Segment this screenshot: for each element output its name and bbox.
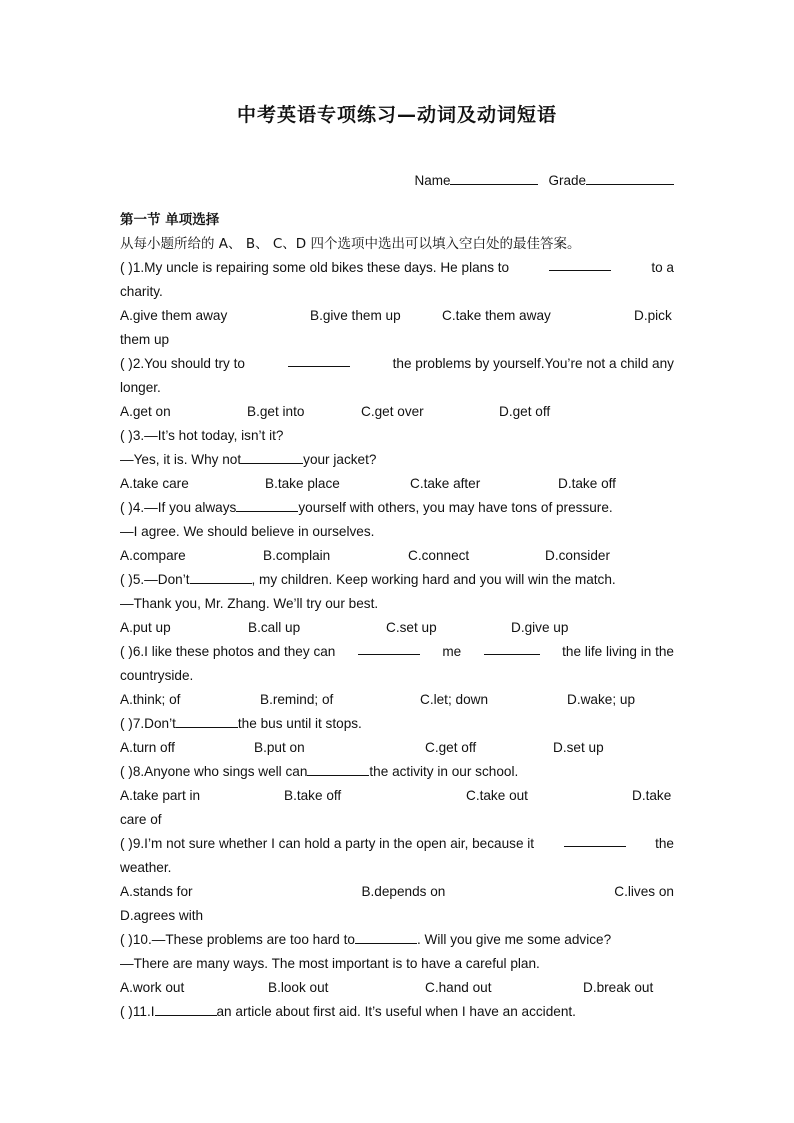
option-a[interactable]: A.compare (120, 548, 186, 563)
answer-blank[interactable] (236, 497, 298, 512)
question-text: the life living in the (562, 644, 674, 659)
option-b[interactable]: B.look out (268, 980, 329, 995)
option-d[interactable]: D.get off (499, 404, 551, 419)
option-a[interactable]: A.work out (120, 980, 185, 995)
options-row (120, 688, 674, 712)
options-row (120, 880, 674, 904)
answer-blank[interactable] (358, 640, 420, 655)
name-blank[interactable] (450, 172, 538, 185)
question-text: ( )5.—Don’t (120, 572, 190, 587)
option-b[interactable]: B.give them up (310, 308, 401, 323)
question-11 (120, 1000, 674, 1024)
option-d[interactable]: D.take off (558, 476, 616, 491)
question-10 (120, 928, 674, 952)
question-text: your jacket? (303, 452, 377, 467)
question-text: countryside. (120, 668, 194, 683)
question-text: the problems by yourself.You’re not a child any (392, 356, 674, 371)
options-row (120, 544, 674, 568)
answer-blank[interactable] (355, 929, 417, 944)
option-b[interactable]: B.take off (284, 788, 342, 803)
question-reply (120, 448, 674, 472)
question-4 (120, 496, 674, 520)
question-text: the bus until it stops. (237, 716, 362, 731)
question-text: charity. (120, 284, 163, 299)
question-text: ( )2.You should try to (120, 356, 245, 371)
option-d[interactable]: D.take (632, 788, 672, 803)
answer-blank[interactable] (190, 569, 252, 584)
option-a[interactable]: A.get on (120, 404, 171, 419)
question-text: weather. (120, 860, 172, 875)
option-c[interactable]: C.hand out (425, 980, 492, 995)
answer-blank[interactable] (307, 761, 369, 776)
grade-blank[interactable] (586, 172, 674, 185)
question-reply: —Thank you, Mr. Zhang. We’ll try our best. (120, 596, 379, 611)
question-text: longer. (120, 380, 161, 395)
option-c[interactable]: C.set up (386, 620, 437, 635)
option-b[interactable]: B.complain (263, 548, 331, 563)
options-row (120, 616, 674, 640)
option-a[interactable]: A.stands for (120, 884, 193, 899)
options-row (120, 976, 674, 1000)
question-text: , my children. Keep working hard and you will win the match. (251, 572, 616, 587)
option-b[interactable]: B.remind; of (260, 692, 334, 707)
option-d-cont: care of (120, 812, 162, 827)
question-2 (120, 352, 674, 376)
option-d-cont: them up (120, 332, 170, 347)
options-row (120, 736, 674, 760)
option-b[interactable]: B.put on (254, 740, 305, 755)
question-text: ( )9.I’m not sure whether I can hold a party in the open air, because it (120, 836, 535, 851)
question-text: to a (651, 260, 674, 275)
option-a[interactable]: A.think; of (120, 692, 181, 707)
option-b[interactable]: B.take place (265, 476, 340, 491)
option-b[interactable]: B.depends on (361, 884, 446, 899)
question-reply: —I agree. We should believe in ourselves. (120, 524, 375, 539)
option-c[interactable]: C.take them away (442, 308, 551, 323)
option-c[interactable]: C.take after (410, 476, 481, 491)
option-a[interactable]: A.take care (120, 476, 189, 491)
options-row (120, 304, 674, 328)
question-text: ( )4.—If you always (120, 500, 237, 515)
question-text: the (655, 836, 674, 851)
option-c[interactable]: C.get over (361, 404, 424, 419)
option-d[interactable]: D.wake; up (567, 692, 636, 707)
answer-blank[interactable] (549, 256, 611, 271)
question-list (120, 208, 674, 1024)
question-text: me (442, 644, 462, 659)
question-7 (120, 712, 674, 736)
option-d[interactable]: D.give up (511, 620, 569, 635)
answer-blank[interactable] (484, 640, 540, 655)
option-c[interactable]: C.get off (425, 740, 477, 755)
option-d[interactable]: D.break out (583, 980, 654, 995)
section-heading: 第一节 单项选择 (120, 212, 220, 228)
question-9 (120, 832, 674, 856)
option-d[interactable]: D.agrees with (120, 908, 204, 923)
question-text: ( )10.—These problems are too hard to (120, 932, 355, 947)
question-text: yourself with others, you may have tons of pressure. (298, 500, 613, 515)
option-d[interactable]: D.consider (545, 548, 610, 563)
option-a[interactable]: A.take part in (120, 788, 201, 803)
option-a[interactable]: A.give them away (120, 308, 228, 323)
option-d[interactable]: D.pick (634, 308, 672, 323)
question-text: ( )1.My uncle is repairing some old bikes these days. He plans to (120, 260, 510, 275)
question-text: . Will you give me some advice? (416, 932, 612, 947)
section-instruction: 从每小题所给的 A、 B、 C、D 四个选项中选出可以填入空白处的最佳答案。 (120, 236, 581, 252)
question-5 (120, 568, 674, 592)
answer-blank[interactable] (176, 713, 238, 728)
options-row (120, 400, 674, 424)
option-a[interactable]: A.put up (120, 620, 171, 635)
answer-blank[interactable] (288, 352, 350, 367)
question-8 (120, 760, 674, 784)
option-c[interactable]: C.lives on (614, 884, 674, 899)
question-text: ( )11.I (120, 1004, 155, 1019)
page-title: 中考英语专项练习—动词及动词短语 (236, 104, 557, 126)
question-text: an article about first aid. It’s useful when I have an accident. (216, 1004, 576, 1019)
question-text: ( )6.I like these photos and they can (120, 644, 336, 659)
options-row (120, 472, 674, 496)
question-text: —Yes, it is. Why not (120, 452, 242, 467)
question-text: ( )7.Don’t (120, 716, 176, 731)
question-3: ( )3.—It’s hot today, isn’t it? (120, 428, 284, 443)
question-1 (120, 256, 674, 280)
question-text: ( )8.Anyone who sings well can (120, 764, 308, 779)
question-text: the activity in our school. (369, 764, 519, 779)
answer-blank[interactable] (564, 832, 626, 847)
option-a[interactable]: A.turn off (120, 740, 175, 755)
question-reply: —There are many ways. The most important is to have a careful plan. (120, 956, 540, 971)
option-c[interactable]: C.let; down (420, 692, 489, 707)
name-label: Name (414, 173, 451, 188)
option-c[interactable]: C.connect (408, 548, 470, 563)
option-b[interactable]: B.get into (247, 404, 305, 419)
answer-blank[interactable] (155, 1001, 217, 1016)
option-c[interactable]: C.take out (466, 788, 528, 803)
question-6 (120, 640, 674, 664)
name-grade-line (414, 172, 674, 188)
answer-blank[interactable] (241, 449, 303, 464)
options-row (120, 784, 674, 808)
option-d[interactable]: D.set up (553, 740, 604, 755)
option-b[interactable]: B.call up (248, 620, 301, 635)
grade-label: Grade (548, 173, 586, 188)
